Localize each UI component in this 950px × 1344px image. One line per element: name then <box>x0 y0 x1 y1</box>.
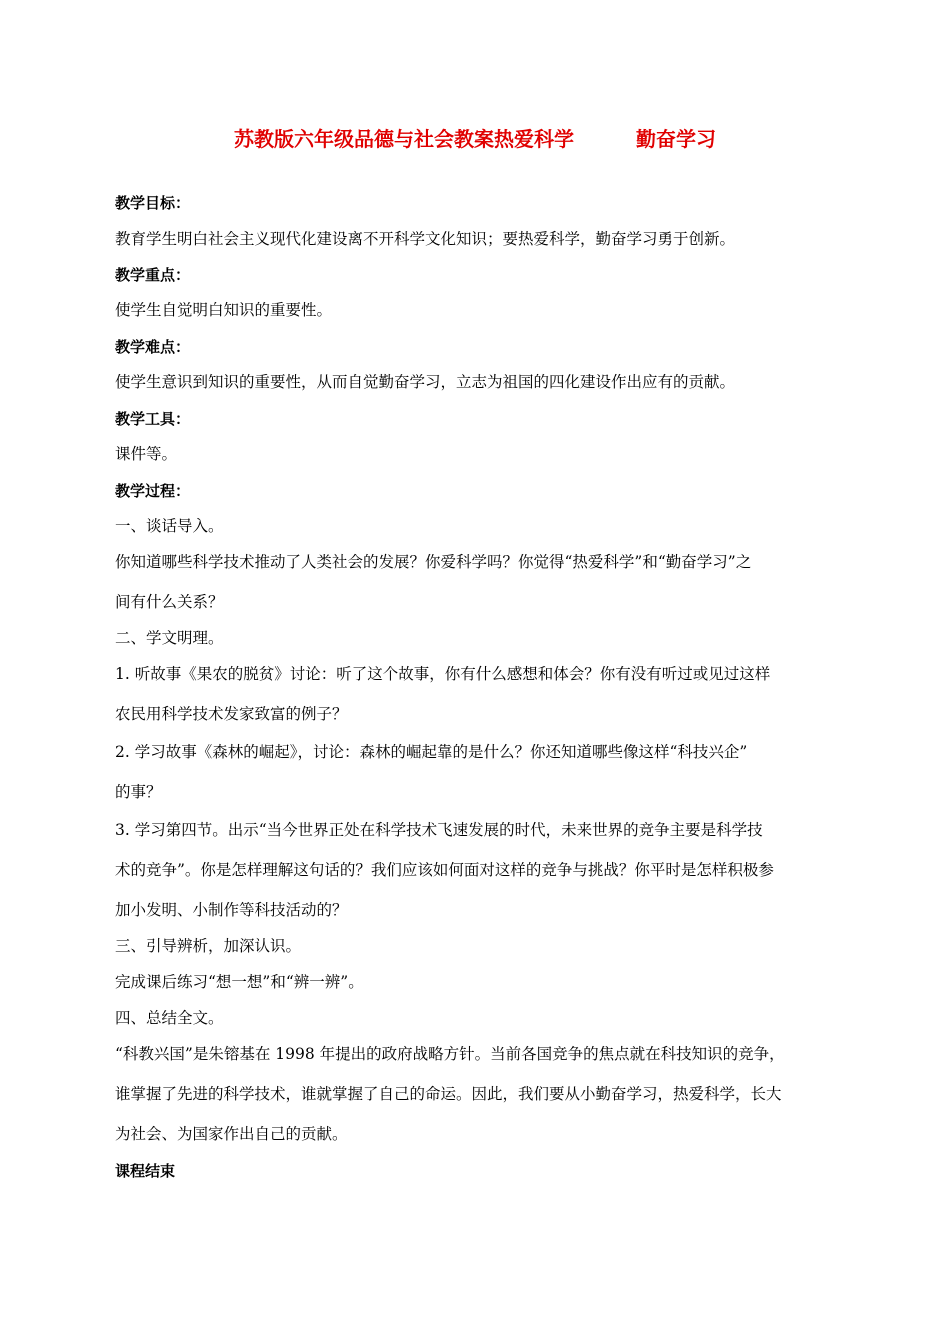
paragraph: 为社会、为国家作出自己的贡献。 <box>115 1125 348 1143</box>
list-item-cont: 加小发明、小制作等科技活动的？ <box>115 901 348 919</box>
title-sub: 勤奋学习 <box>636 127 716 151</box>
step-heading: 三、引导辨析，加深认识。 <box>115 937 302 955</box>
list-item-cont: 农民用科学技术发家致富的例子？ <box>115 705 348 723</box>
list-item-cont: 的事？ <box>115 783 162 801</box>
paragraph: 你知道哪些科学技术推动了人类社会的发展？你爱科学吗？你觉得“热爱科学”和“勤奋学习”之 <box>115 553 752 571</box>
section-heading-difficulties: 教学难点： <box>115 338 191 356</box>
title-main: 苏教版六年级品德与社会教案热爱科学 <box>234 127 574 151</box>
paragraph: 课件等。 <box>115 445 178 463</box>
paragraph: 完成课后练习“想一想”和“辨一辨”。 <box>115 973 364 991</box>
paragraph: “科教兴国”是朱镕基在 1998 年提出的政府战略方针。当前各国竞争的焦点就在科技知识的竞争， <box>115 1045 785 1063</box>
section-heading-objectives: 教学目标： <box>115 194 191 212</box>
step-heading: 二、学文明理。 <box>115 629 224 647</box>
section-heading-tools: 教学工具： <box>115 410 191 428</box>
step-heading: 一、谈话导入。 <box>115 517 224 535</box>
paragraph: 教育学生明白社会主义现代化建设离不开科学文化知识；要热爱科学，勤奋学习勇于创新。 <box>115 230 736 248</box>
section-heading-process: 教学过程： <box>115 482 191 500</box>
closing-heading: 课程结束 <box>115 1162 176 1180</box>
list-item: 3. 学习第四节。出示“当今世界正处在科学技术飞速发展的时代，未来世界的竞争主要是科学技 <box>115 821 763 839</box>
list-item-cont: 术的竞争”。你是怎样理解这句话的？我们应该如何面对这样的竞争与挑战？你平时是怎样积极参 <box>115 861 774 879</box>
document-title <box>0 123 950 152</box>
paragraph: 间有什么关系？ <box>115 593 224 611</box>
paragraph: 使学生自觉明白知识的重要性。 <box>115 301 333 319</box>
step-heading: 四、总结全文。 <box>115 1009 224 1027</box>
list-item: 1. 听故事《果农的脱贫》讨论：听了这个故事，你有什么感想和体会？你有没有听过或见过这样 <box>115 665 771 683</box>
paragraph: 使学生意识到知识的重要性，从而自觉勤奋学习，立志为祖国的四化建设作出应有的贡献。 <box>115 373 736 391</box>
paragraph: 谁掌握了先进的科学技术，谁就掌握了自己的命运。因此，我们要从小勤奋学习，热爱科学，长大 <box>115 1085 782 1103</box>
section-heading-key-points: 教学重点： <box>115 266 191 284</box>
list-item: 2. 学习故事《森林的崛起》，讨论：森林的崛起靠的是什么？你还知道哪些像这样“科技兴企” <box>115 743 748 761</box>
